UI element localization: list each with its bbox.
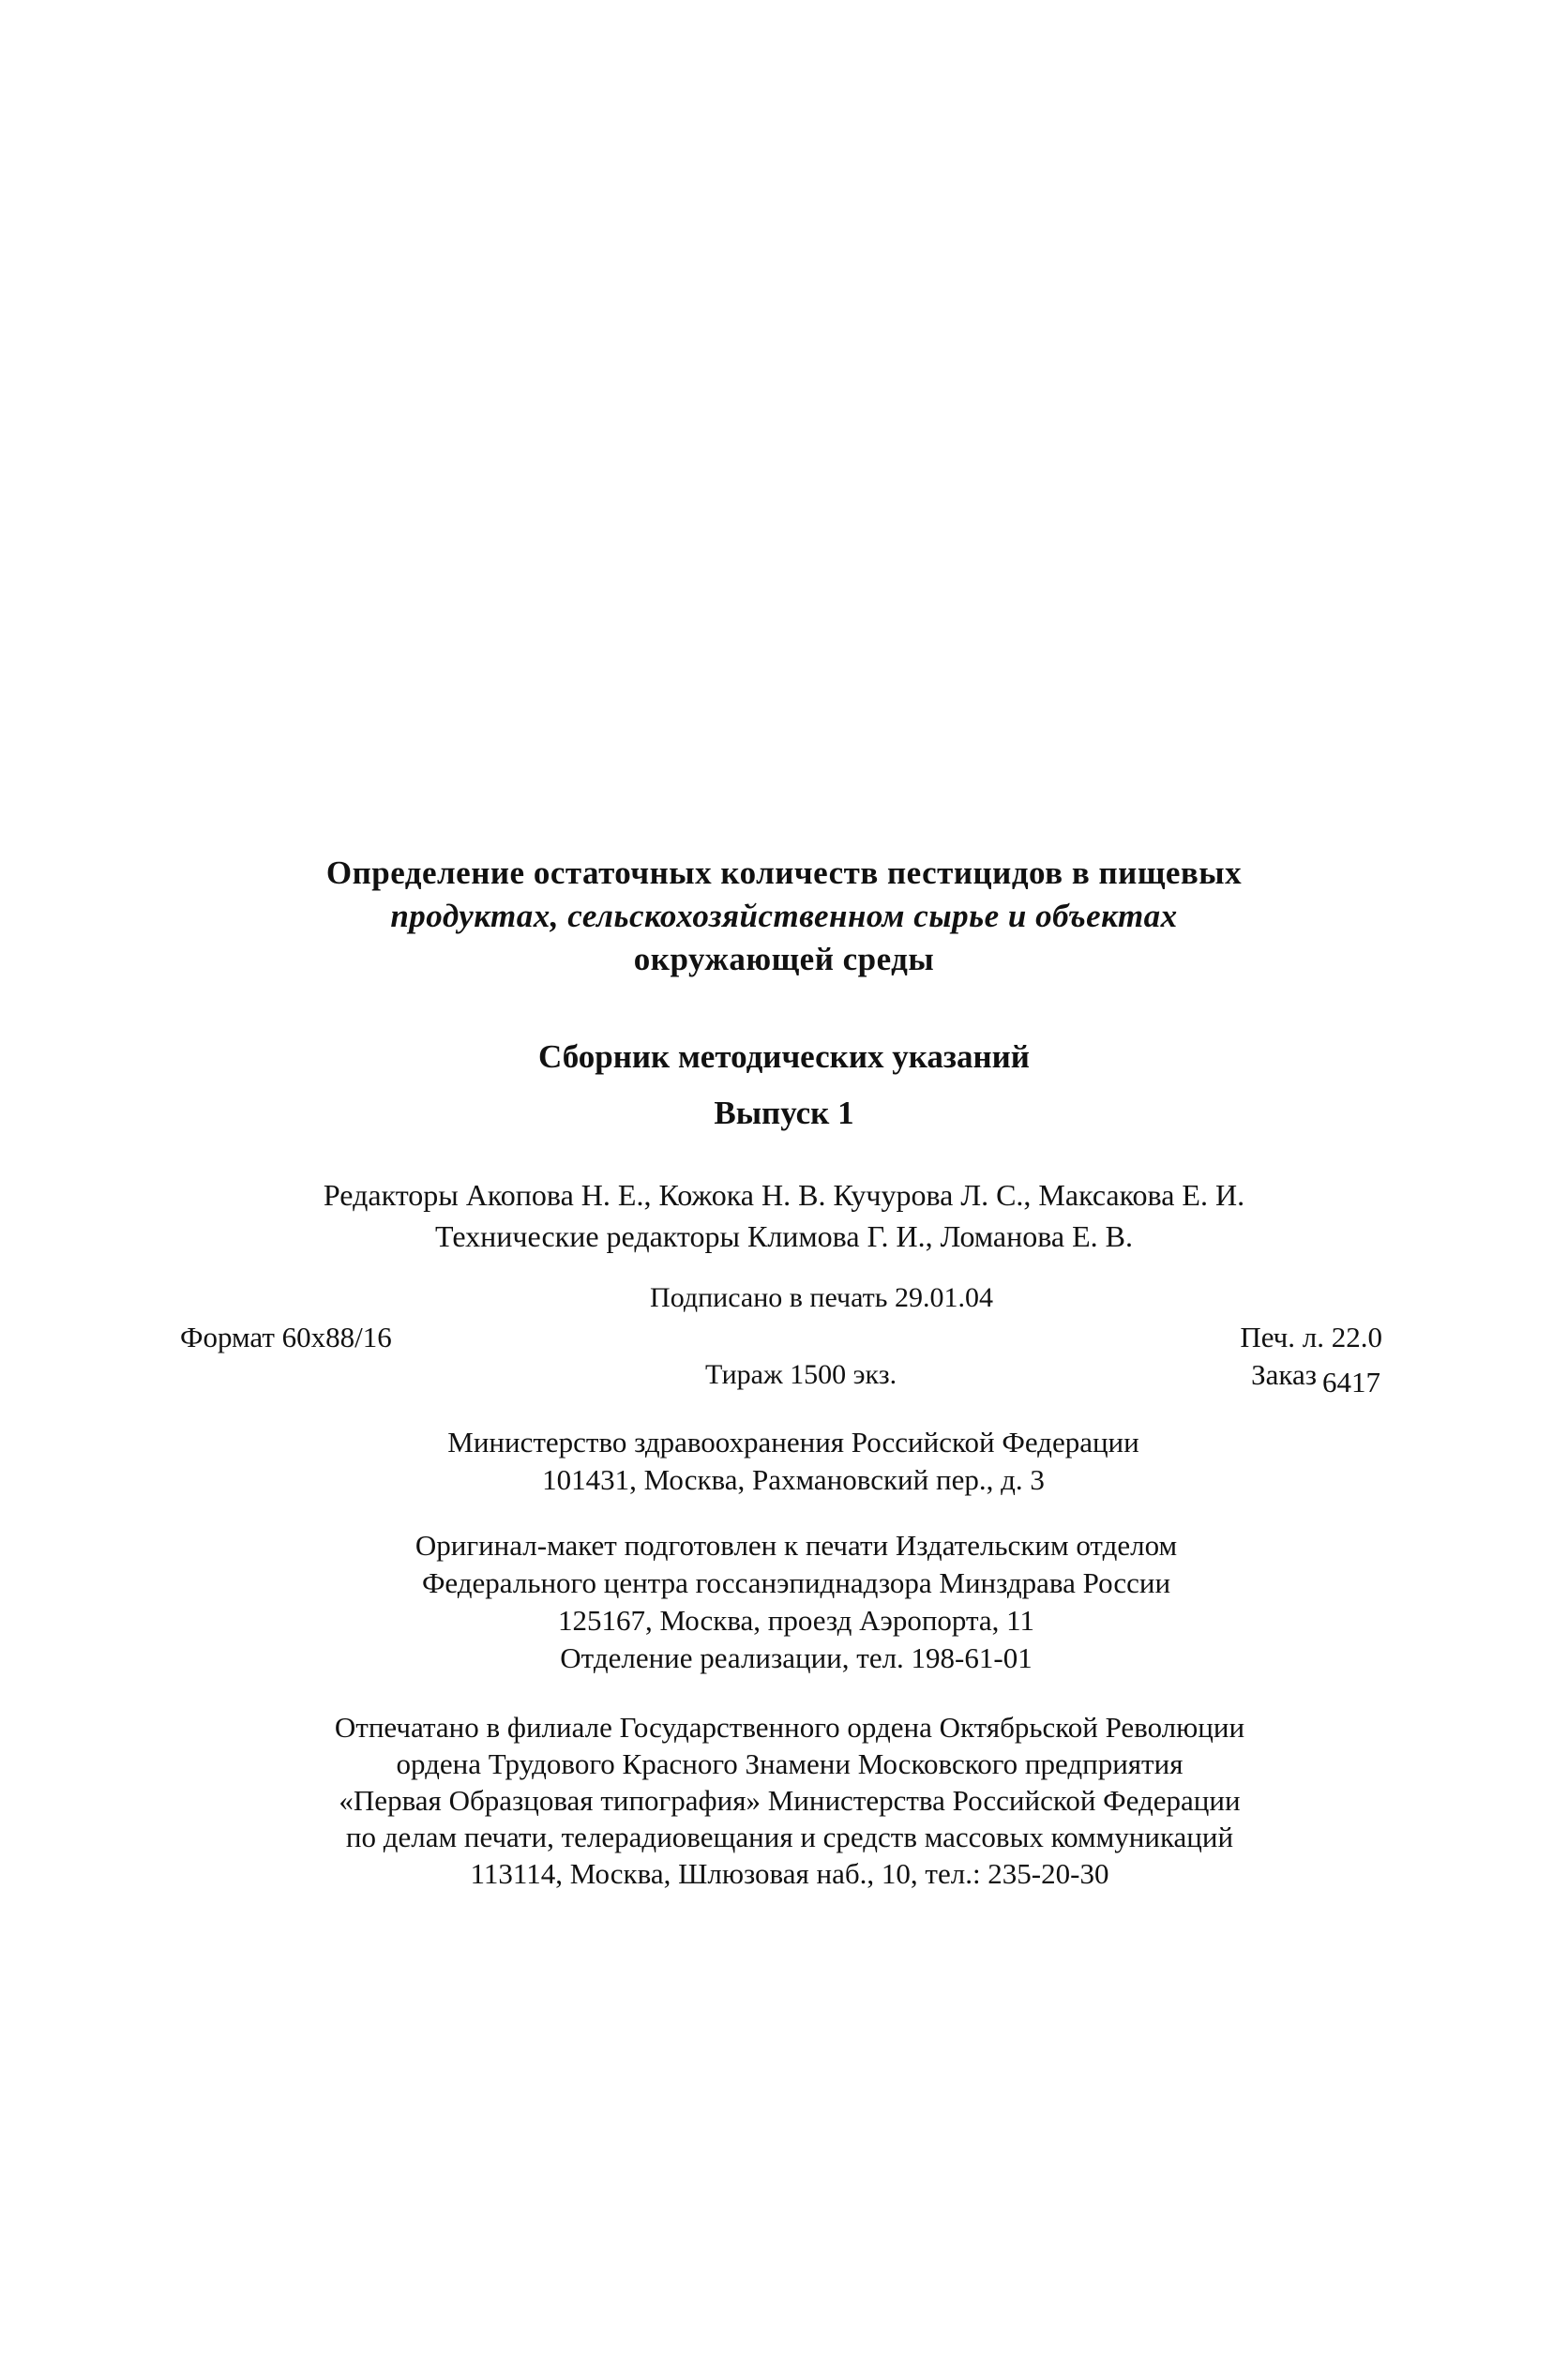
tech-editors-line: Технические редакторы Климова Г. И., Ломанова Е. В. [435, 1219, 1133, 1253]
layout-info-line-4: Отделение реализации, тел. 198-61-01 [560, 1641, 1033, 1674]
signed-to-print-text: Подписано в печать 29.01.04 [650, 1282, 993, 1313]
signed-to-print [0, 1279, 1568, 1317]
layout-info-line-2: Федерального центра госсанэпиднадзора Минздрава России [421, 1566, 1171, 1599]
order-info [1251, 1356, 1380, 1398]
print-run: Тираж 1500 экз. [705, 1359, 897, 1390]
ministry-name: Министерство здравоохранения Российской Федерации [447, 1426, 1139, 1459]
editors-block [0, 1174, 1568, 1257]
collection-subtitle-text: Сборник методических указаний [538, 1038, 1030, 1075]
order-number: 6417 [1322, 1366, 1380, 1398]
printing-info-line-1: Отпечатано в филиале Государственного ордена Октябрьской Революции [334, 1711, 1245, 1744]
printing-info-line-4: по делам печати, телерадиовещания и средств массовых коммуникаций [345, 1821, 1234, 1853]
layout-info-line-1: Оригинал-макет подготовлен к печати Издательским отделом [415, 1529, 1178, 1562]
layout-info-line-3: 125167, Москва, проезд Аэропорта, 11 [557, 1604, 1035, 1637]
paper-format: Формат 60x88/16 [180, 1321, 392, 1353]
printed-sheets: Печ. л. 22.0 [1240, 1321, 1382, 1353]
book-title-line-1: Определение остаточных количеств пестицидов в пищевых [325, 854, 1243, 891]
collection-subtitle [0, 1035, 1568, 1079]
printing-info-block [0, 1709, 1568, 1892]
book-title [0, 852, 1568, 981]
issue-number [0, 1092, 1568, 1135]
ministry-address: 101431, Москва, Рахмановский пер., д. 3 [542, 1463, 1045, 1496]
printing-info-line-2: ордена Трудового Красного Знамени Московского предприятия [396, 1747, 1184, 1780]
order-label: Заказ [1251, 1358, 1317, 1391]
book-title-line-3: окружающей среды [633, 941, 935, 977]
ministry-block [0, 1424, 1568, 1499]
layout-info-block [0, 1527, 1568, 1677]
issue-number-text: Выпуск 1 [714, 1095, 854, 1131]
printing-info-line-5: 113114, Москва, Шлюзовая наб., 10, тел.: 235-20-30 [470, 1857, 1109, 1890]
printing-info-line-3: «Первая Образцовая типография» Министерства Российской Федерации [339, 1784, 1241, 1817]
editors-line: Редакторы Акопова Н. Е., Кожока Н. В. Кучурова Л. С., Максакова Е. И. [323, 1178, 1245, 1212]
book-title-line-2: продуктах, сельскохозяйственном сырье и объектах [390, 898, 1178, 934]
